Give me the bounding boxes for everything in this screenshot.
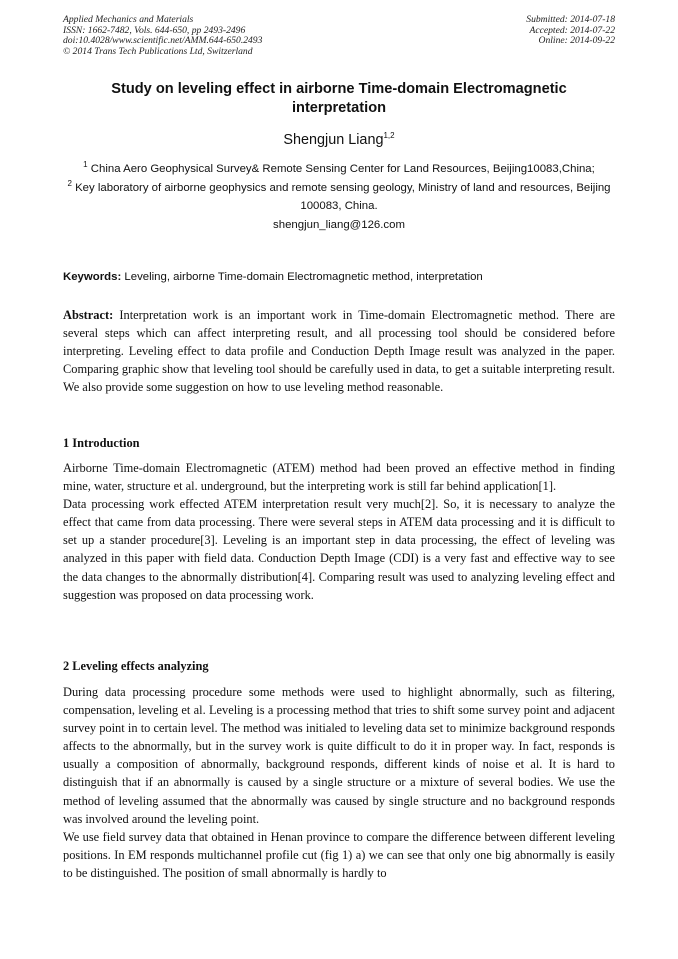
author-line [63, 131, 615, 149]
accepted-date: Accepted: 2014-07-22 [529, 24, 615, 36]
abstract [63, 306, 615, 396]
paragraph: We use field survey data that obtained in Henan province to compare the difference between different leveling positions. In EM responds multichannel profile cut (fig 1) a) we can see that only one big abnormally is easily to be distinguished. The position of small abnormally is hardly to [63, 829, 615, 880]
affiliation-2-text: Key laboratory of airborne geophysics and remote sensing geology, Ministry of land and resources, Beijing 100083, China. [75, 181, 611, 212]
author-affiliation-marks: 1,2 [383, 131, 395, 141]
author-name: Shengjun Liang [283, 132, 384, 148]
doi-line: doi:10.4028/www.scientific.net/AMM.644-650.2493 [63, 35, 263, 47]
affiliation-2-mark: 2 [67, 178, 72, 188]
abstract-label: Abstract: [63, 308, 114, 322]
section-heading-leveling: 2 Leveling effects analyzing [63, 659, 209, 673]
publication-dates [526, 15, 615, 47]
affiliation-1-text: China Aero Geophysical Survey& Remote Sensing Center for Land Resources, Beijing10083,China; [90, 163, 595, 175]
affiliation-1-mark: 1 [83, 160, 88, 170]
section-heading-introduction: 1 Introduction [63, 436, 140, 450]
issn-line: ISSN: 1662-7482, Vols. 644-650, pp 2493-2496 [63, 24, 246, 36]
paragraph: During data processing procedure some methods were used to highlight abnormally, such as filtering, compensation, leveling et al. Leveling is a processing method that tries to shift some survey point and adjacent survey point in to certain level. The method was initialed to leveling data set to minimize background responds affects to the abnormally, but in the survey work is quite difficult to do it in proper way. In fact, responds is usually a composition of abnormally, background responds, different kinds of noise et al. It is hard to distinguish that if an abnormally is caused by a single structure or a mixture of several bodies. We use the method of leveling assumed that the abnormally was caused by single structure and no background responds was involved around the leveling point. [63, 685, 615, 826]
section-leveling [63, 683, 615, 882]
affiliation-2 [63, 179, 615, 216]
affiliations [63, 160, 615, 234]
section-introduction [63, 459, 615, 604]
keywords-text: Leveling, airborne Time-domain Electromagnetic method, interpretation [124, 271, 483, 283]
paragraph: Airborne Time-domain Electromagnetic (ATEM) method had been proved an effective method in finding mine, water, structure et al. underground, but the interpreting work is still far behind application[1]. [63, 461, 615, 494]
publication-info [63, 15, 262, 57]
author-email[interactable]: shengjun_liang@126.com [273, 218, 405, 231]
online-date: Online: 2014-09-22 [538, 35, 615, 47]
keywords-label: Keywords: [63, 271, 122, 283]
journal-name: Applied Mechanics and Materials [63, 14, 194, 25]
affiliation-1 [63, 160, 615, 179]
paper-title: Study on leveling effect in airborne Time-domain Electromagnetic interpretation [111, 81, 567, 116]
copyright-line: © 2014 Trans Tech Publications Ltd, Switzerland [63, 45, 253, 57]
abstract-text: Interpretation work is an important work in Time-domain Electromagnetic method. There are several steps which can affect interpreting result, and all processing tool should be considered before interpreting. Leveling effect to data profile and Conduction Depth Image result was analyzed in the paper. Comparing graphic show that leveling tool should be carefully used in data, to get a suitable interpreting result. We also provide some suggestion on how to use leveling method reasonable. [63, 308, 615, 395]
paragraph: Data processing work effected ATEM interpretation result very much[2]. So, it is necessary to analyze the effect that came from data processing. There were several steps in ATEM data processing and it is difficult to set up a stander procedure[3]. Leveling is an important step in data processing, the effect of leveling was analyzed in this paper with field data. Conduction Depth Image (CDI) is a very fast and effective way to see the data changes to the abnormally distribution[4]. Comparing result was used to analyzing leveling effect and suggestion was proposed on data processing work. [63, 497, 615, 602]
keywords [63, 269, 615, 285]
submitted-date: Submitted: 2014-07-18 [526, 14, 615, 25]
